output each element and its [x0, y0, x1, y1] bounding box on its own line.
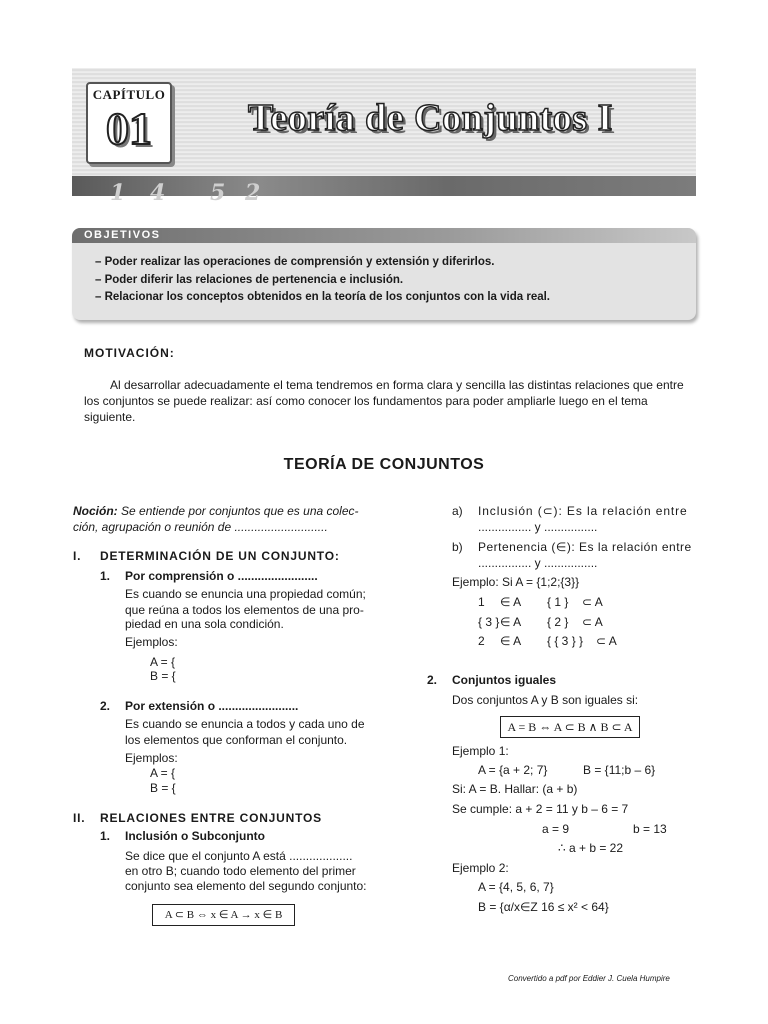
strip-glyph: 2: [245, 180, 261, 206]
subsection-heading: Por comprensión o ........................: [125, 569, 318, 583]
body-line: Es cuando se enuncia una propiedad común;: [125, 587, 366, 601]
subsection-number: 1.: [100, 829, 111, 843]
objective-item: – Poder diferir las relaciones de pertenencia e inclusión.: [95, 274, 404, 286]
relation-cell: 1: [478, 595, 485, 609]
example-line: A = {: [150, 766, 176, 780]
body-line: Inclusión (⊂): Es la relación entre: [478, 504, 688, 518]
body-line: Dos conjuntos A y B son iguales si:: [452, 693, 639, 707]
body-line: Se dice que el conjunto A está ...................: [125, 849, 353, 863]
example-line: A = {a + 2; 7}: [478, 763, 548, 777]
motivation-line: Al desarrollar adecuadamente el tema tendremos en forma clara y sencilla las distintas relaciones que entre: [110, 378, 684, 392]
relation-cell: { { 3 } }: [547, 634, 584, 648]
relation-cell: ∈ A: [500, 595, 522, 609]
examples-label: Ejemplos:: [125, 751, 178, 765]
example-line: Se cumple: a + 2 = 11 y b – 6 = 7: [452, 802, 629, 816]
example-line: Si: A = B. Hallar: (a + b): [452, 782, 578, 796]
section-heading: RELACIONES ENTRE CONJUNTOS: [100, 811, 322, 825]
examples-label: Ejemplos:: [125, 635, 178, 649]
example-line: B = {: [150, 781, 176, 795]
item-label: a): [452, 504, 463, 518]
relation-cell: ⊂ A: [582, 615, 603, 629]
example-line: b = 13: [633, 822, 667, 836]
subsection-heading: Por extensión o ........................: [125, 699, 299, 713]
example-line: B = {11;b – 6}: [583, 763, 656, 777]
example-heading: Ejemplo 1:: [452, 744, 509, 758]
nocion-label: Noción:: [73, 504, 118, 518]
objectives-title: OBJETIVOS: [84, 229, 161, 241]
motivation-heading: MOTIVACIÓN:: [84, 346, 175, 360]
relation-cell: ⊂ A: [596, 634, 617, 648]
example-line: B = {α/x∈Z 16 ≤ x² < 64}: [478, 900, 609, 914]
header-decorative-strip: [72, 176, 696, 196]
nocion-line: [73, 504, 359, 518]
motivation-line: siguiente.: [84, 410, 136, 424]
strip-glyph: 4: [150, 180, 166, 206]
body-line: Es cuando se enuncia a todos y cada uno de: [125, 717, 365, 731]
section-title: TEORÍA DE CONJUNTOS: [283, 456, 485, 473]
example-heading: Ejemplo 2:: [452, 861, 509, 875]
chapter-title: Teoría de Conjuntos I: [248, 97, 613, 139]
relation-cell: ⊂ A: [582, 595, 603, 609]
strip-glyph: 5: [210, 180, 226, 206]
example-line: Ejemplo: Si A = {1;2;{3}}: [452, 575, 580, 589]
example-line: ∴ a + b = 22: [558, 841, 624, 855]
footer-credit: Convertido a pdf por Eddier J. Cuela Humpire: [508, 974, 670, 983]
subsection-heading: Inclusión o Subconjunto: [125, 829, 265, 843]
body-line: conjunto sea elemento del segundo conjunto:: [125, 879, 367, 893]
example-line: B = {: [150, 669, 176, 683]
relation-cell: { 1 }: [547, 595, 569, 609]
relation-cell: 2: [478, 634, 485, 648]
section-number: II.: [73, 811, 86, 825]
subsection-heading: Conjuntos iguales: [452, 673, 557, 687]
body-line: en otro B; cuando todo elemento del primer: [125, 864, 356, 878]
subsection-number: 2.: [100, 699, 111, 713]
item-label: b): [452, 540, 463, 554]
relation-cell: ∈ A: [500, 615, 522, 629]
chapter-number: 01: [106, 103, 152, 154]
objective-item: – Poder realizar las operaciones de comprensión y extensión y diferirlos.: [95, 256, 495, 268]
subsection-number: 1.: [100, 569, 111, 583]
body-line: piedad en una sola condición.: [125, 617, 284, 631]
inclusion-formula: A ⊂ B ⇔ x ∈ A → x ∈ B: [152, 904, 295, 926]
subsection-number: 2.: [427, 673, 438, 687]
objectives-header-bar: [72, 228, 696, 243]
body-line: ................ y ................: [478, 520, 598, 534]
example-line: a = 9: [542, 822, 570, 836]
relation-cell: { 3 }: [478, 615, 500, 629]
example-line: A = {4, 5, 6, 7}: [478, 880, 554, 894]
strip-glyph: 1: [110, 180, 126, 206]
body-line: que reúna a todos los elementos de una pro-: [125, 603, 364, 617]
chapter-badge: [86, 82, 172, 164]
body-line: los elementos que conforman el conjunto.: [125, 733, 348, 747]
body-line: ................ y ................: [478, 556, 598, 570]
chapter-label: CAPÍTULO: [92, 87, 166, 102]
objective-item: – Relacionar los conceptos obtenidos en la teoría de los conjuntos con la vida real.: [95, 291, 551, 303]
section-number: I.: [73, 549, 82, 563]
relation-cell: { 2 }: [547, 615, 569, 629]
nocion-text: Se entiende por conjuntos que es una colec-: [117, 504, 359, 518]
section-heading: DETERMINACIÓN DE UN CONJUNTO:: [100, 549, 340, 563]
nocion-text: ción, agrupación o reunión de ............................: [73, 520, 328, 534]
body-line: Pertenencia (∈): Es la relación entre: [478, 540, 692, 554]
equality-formula: A = B ⇔ A ⊂ B ∧ B ⊂ A: [500, 716, 640, 738]
relation-cell: ∈ A: [500, 634, 522, 648]
motivation-line: los conjuntos se puede realizar: así como conocer los fundamentos para poder ampliarle luego en el tema: [84, 394, 648, 408]
example-line: A = {: [150, 655, 176, 669]
